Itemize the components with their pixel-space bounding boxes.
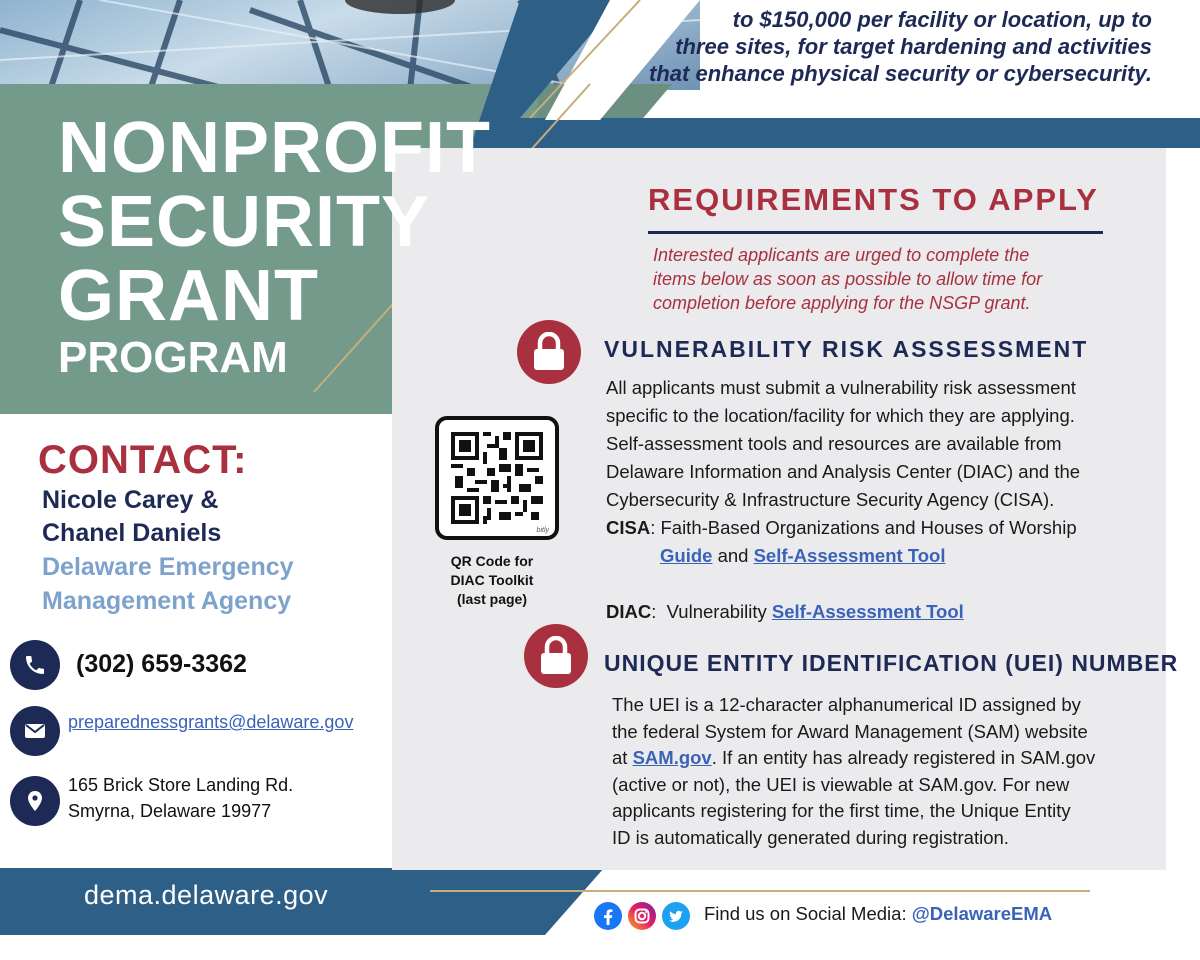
vra-heading: VULNERABILITY RISK ASSSESSMENT <box>604 336 1089 362</box>
intro-line-1: Interested applicants are urged to complete the <box>653 245 1030 265</box>
agency-line-2: Management Agency <box>42 587 292 615</box>
contact-heading: CONTACT: <box>38 438 248 482</box>
qr-code[interactable] <box>435 416 559 540</box>
title-line-4: PROGRAM <box>58 333 288 382</box>
sam-gov-link[interactable]: SAM.gov <box>632 747 712 768</box>
vra-description <box>606 374 1136 514</box>
uei-line-3 <box>612 745 1142 772</box>
contact-name-1: Nicole Carey & <box>42 486 219 514</box>
uei-heading: UNIQUE ENTITY IDENTIFICATION (UEI) NUMBER <box>604 650 1179 676</box>
qr-caption-line-1: QR Code for <box>450 553 534 569</box>
uei-line-4: (active or not), the UEI is viewable at SAM.gov. For new <box>612 773 1070 795</box>
intro-line-2: items below as soon as possible to allow time for <box>653 269 1043 289</box>
diac-label: DIAC <box>606 601 652 622</box>
vra-line-2: specific to the location/facility for which they are applying. <box>606 405 1075 426</box>
contact-email-link[interactable]: preparednessgrants@delaware.gov <box>68 712 354 732</box>
uei-line-2: the federal System for Award Management (SAM) website <box>612 720 1088 742</box>
instagram-icon[interactable] <box>628 902 656 930</box>
social-handle-link[interactable]: @DelawareEMA <box>911 903 1053 924</box>
cisa-self-assessment-link[interactable]: Self-Assessment Tool <box>753 545 946 566</box>
phone-icon <box>10 640 60 690</box>
funding-line-3: that enhance physical security or cybersecurity. <box>649 61 1152 86</box>
address-line-2: Smyrna, Delaware 19977 <box>68 801 272 821</box>
uei-line-3-suffix: . If an entity has already registered in SAM.gov <box>711 747 1096 768</box>
vra-line-4: Delaware Information and Analysis Center (DIAC) and the <box>606 461 1081 482</box>
funding-description <box>592 6 1152 87</box>
cisa-resource-line <box>606 514 1146 542</box>
qr-caption-line-3: (last page) <box>456 591 527 607</box>
title-line-3: GRANT <box>58 256 319 336</box>
funding-line-2: three sites, for target hardening and activities <box>675 34 1152 59</box>
cisa-links <box>660 542 945 570</box>
vra-line-1: All applicants must submit a vulnerability risk assessment <box>606 377 1076 398</box>
title-line-1: NONPROFIT <box>58 108 491 188</box>
lock-icon <box>524 624 588 688</box>
title-line-2: SECURITY <box>58 182 431 262</box>
contact-address <box>68 772 293 824</box>
intro-line-3: completion before applying for the NSGP grant. <box>653 293 1031 313</box>
requirements-heading: REQUIREMENTS TO APPLY <box>648 182 1099 217</box>
uei-line-5: applicants registering for the first time, the Unique Entity <box>612 800 1071 821</box>
qr-code-pattern <box>451 432 543 524</box>
contact-name-2: Chanel Daniels <box>42 519 222 547</box>
contact-agency <box>42 550 294 618</box>
uei-description <box>612 692 1142 851</box>
footer-gold-divider <box>430 890 1090 892</box>
email-icon <box>10 706 60 756</box>
qr-caption <box>430 552 554 609</box>
diac-resource-line <box>606 598 964 626</box>
vra-line-3: Self-assessment tools and resources are available from <box>606 433 1062 454</box>
website-url-link[interactable]: dema.delaware.gov <box>84 880 329 910</box>
contact-phone[interactable]: (302) 659-3362 <box>76 650 247 678</box>
facebook-icon[interactable] <box>594 902 622 930</box>
lock-icon <box>517 320 581 384</box>
social-media-line <box>704 903 1052 925</box>
diac-text: : Vulnerability <box>651 601 767 622</box>
funding-line-1: to $150,000 per facility or location, up to <box>732 7 1152 32</box>
program-title <box>58 108 491 382</box>
cisa-guide-link[interactable]: Guide <box>660 545 713 566</box>
requirements-divider <box>648 231 1103 234</box>
address-line-1: 165 Brick Store Landing Rd. <box>68 775 294 795</box>
uei-line-6: ID is automatically generated during registration. <box>612 826 1009 848</box>
cisa-and-text: and <box>717 545 749 566</box>
location-pin-icon <box>10 776 60 826</box>
social-label: Find us on Social Media: <box>704 903 907 924</box>
twitter-icon[interactable] <box>662 902 690 930</box>
qr-caption-line-2: DIAC Toolkit <box>450 572 534 588</box>
contact-names <box>42 484 221 550</box>
uei-line-1: The UEI is a 12-character alphanumerical ID assigned by <box>612 694 1081 715</box>
agency-line-1: Delaware Emergency <box>42 553 294 581</box>
cisa-text: : Faith-Based Organizations and Houses of Worship <box>650 517 1077 538</box>
cisa-label: CISA <box>606 517 651 538</box>
requirements-intro <box>653 243 1103 315</box>
diac-self-assessment-link[interactable]: Self-Assessment Tool <box>771 601 964 622</box>
vra-line-5: Cybersecurity & Infrastructure Security Agency (CISA). <box>606 489 1055 510</box>
uei-line-3-prefix: at <box>612 747 628 768</box>
qr-brand: bitly <box>536 527 549 534</box>
